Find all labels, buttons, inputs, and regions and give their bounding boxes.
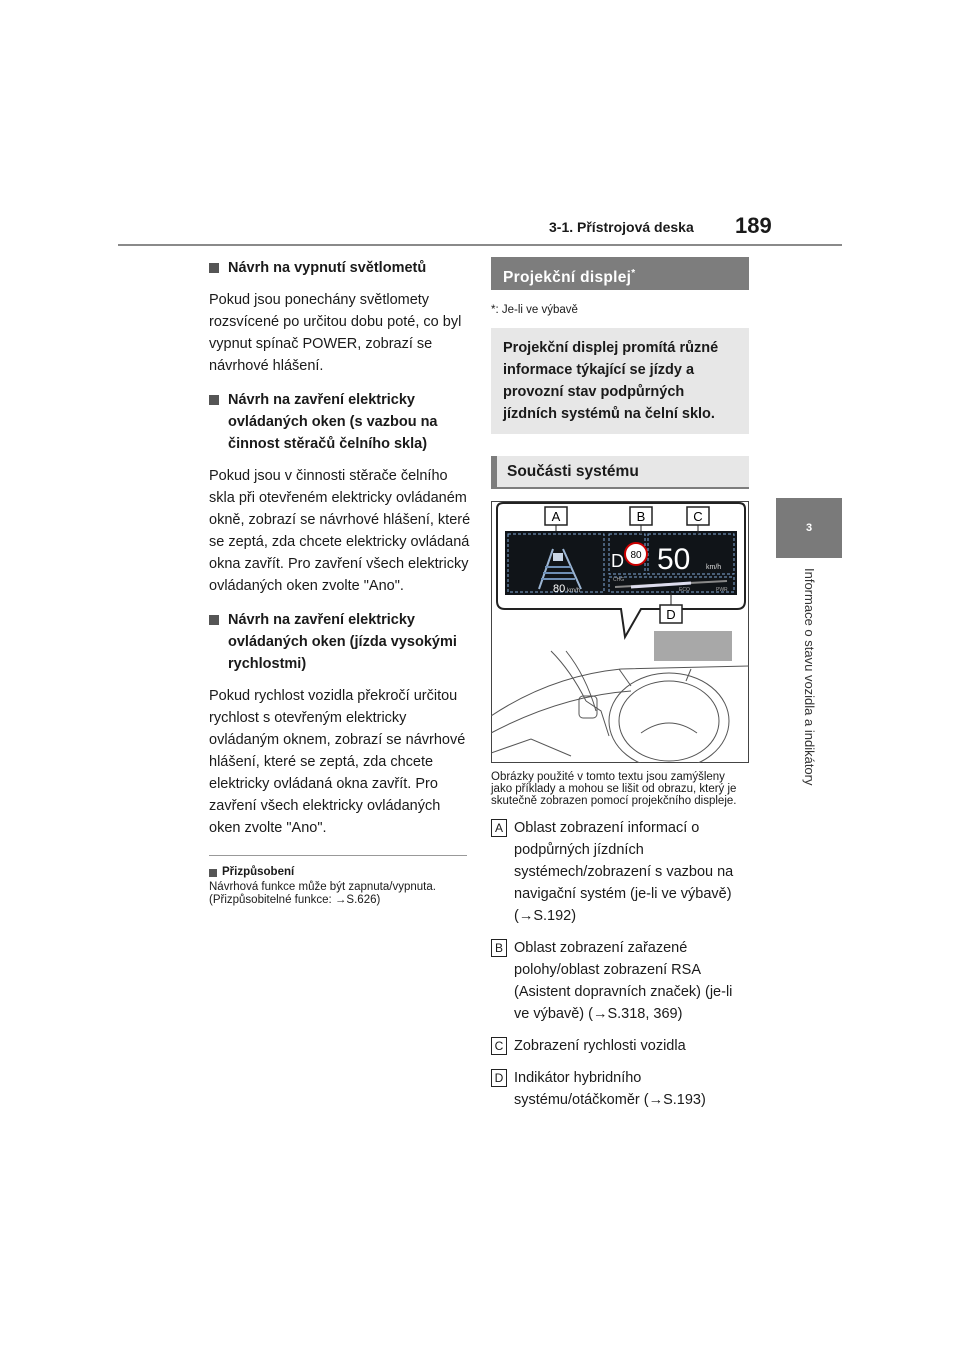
subheading-headlights: Návrh na vypnutí světlometů bbox=[209, 257, 471, 279]
header-divider bbox=[118, 244, 842, 246]
section-title: 3-1. Přístrojová deska bbox=[549, 219, 694, 235]
section-banner: Projekční displej* bbox=[491, 257, 749, 290]
label-b: B bbox=[636, 509, 646, 524]
asterisk-mark: * bbox=[631, 268, 636, 279]
left-column bbox=[209, 257, 471, 907]
right-column bbox=[491, 257, 749, 1111]
hud-speed-unit: km/h bbox=[706, 564, 722, 571]
subheading-windows-wipers: Návrh na zavření elektricky ovládaných oken (s vazbou na činnost stěračů čelního skla) bbox=[209, 389, 471, 455]
list-item: D Indikátor hybridního systému/otáčkoměr (→S.193) bbox=[491, 1067, 749, 1111]
paragraph-windows-wipers: Pokud jsou v činnosti stěrače čelního skla při otevřeném elektricky ovládaném okně, zobrazí se návrhové hlášení, které se zeptá, zda chcete elektricky ovládaná okna zavřít. Pro zavření všech elektricky ovládaných oken zvolte "Ano". bbox=[209, 468, 471, 594]
square-bullet-icon bbox=[209, 263, 219, 273]
hud-set-unit: km/h bbox=[567, 588, 581, 594]
subheading-windows-speed: Návrh na zavření elektricky ovládaných oken (jízda vysokými rychlostmi) bbox=[209, 609, 471, 675]
hud-speed: 50 bbox=[657, 543, 691, 576]
note-link[interactable]: (Přizpůsobitelné funkce: →S.626) bbox=[209, 894, 381, 906]
hud-pwr: PWR bbox=[716, 587, 728, 593]
section-heading: Součásti systému bbox=[491, 456, 749, 489]
label-d: D bbox=[666, 607, 676, 622]
figure-caption: Obrázky použité v tomto textu jsou zamýšleny jako příklady a mohou se lišit od obrazu, který je skutečně zobrazen pomocí projekčního displeje. bbox=[491, 771, 737, 807]
badge-d: D bbox=[491, 1069, 507, 1087]
square-bullet-icon bbox=[209, 869, 217, 877]
badge-c: C bbox=[491, 1037, 507, 1055]
note-text: Návrhová funkce může být zapnuta/vypnuta. bbox=[209, 881, 436, 893]
page-number: 189 bbox=[735, 213, 772, 238]
hud-set-speed: 80 bbox=[553, 583, 566, 595]
paragraph-headlights: Pokud jsou ponechány světlomety rozsvícené po určitou dobu poté, co byl vypnut spínač POWER, zobrazí se návrhové hlášení. bbox=[209, 292, 462, 374]
paragraph-windows-speed: Pokud rychlost vozidla překročí určitou rychlost s otevřeným elektricky ovládaným oknem, zobrazí se návrhové hlášení, které se zeptá, zda chcete elektricky ovládaná okna zavřít. Pro zavření všech elektricky ovládaných oken zvolte "Ano". bbox=[209, 688, 466, 836]
badge-b: B bbox=[491, 939, 507, 957]
intro-box: Projekční displej promítá různé informace týkající se jízdy a provozní stav podpůrných jízdních systémů na čelní sklo. bbox=[491, 328, 749, 434]
label-c: C bbox=[693, 509, 703, 524]
hud-chg: CHG bbox=[613, 577, 625, 583]
footnote: *: Je-li ve výbavě bbox=[491, 304, 578, 316]
list-item: B Oblast zobrazení zařazené polohy/oblast zobrazení RSA (Asistent dopravních značek) (je-li ve výbavě) (→S.318, 369) bbox=[491, 937, 749, 1025]
hud-sign-value: 80 bbox=[630, 550, 642, 561]
hud-gear: D bbox=[611, 551, 624, 571]
chapter-tab[interactable]: 3 bbox=[776, 498, 842, 558]
hud-illustration bbox=[491, 501, 749, 763]
hud-figure bbox=[491, 501, 749, 763]
note-divider bbox=[209, 855, 467, 856]
square-bullet-icon bbox=[209, 615, 219, 625]
square-bullet-icon bbox=[209, 395, 219, 405]
list-item: C Zobrazení rychlosti vozidla bbox=[491, 1035, 749, 1057]
list-item: A Oblast zobrazení informací o podpůrných jízdních systémech/zobrazení s vazbou na navigační systém (je-li ve výbavě) (→S.192) bbox=[491, 817, 749, 927]
chapter-title: Informace o stavu vozidla a indikátory bbox=[802, 568, 817, 786]
label-a: A bbox=[551, 509, 561, 524]
note-heading: Přizpůsobení bbox=[209, 866, 471, 878]
badge-a: A bbox=[491, 819, 507, 837]
projection-area bbox=[654, 631, 732, 661]
hud-eco: ECO bbox=[679, 587, 690, 593]
